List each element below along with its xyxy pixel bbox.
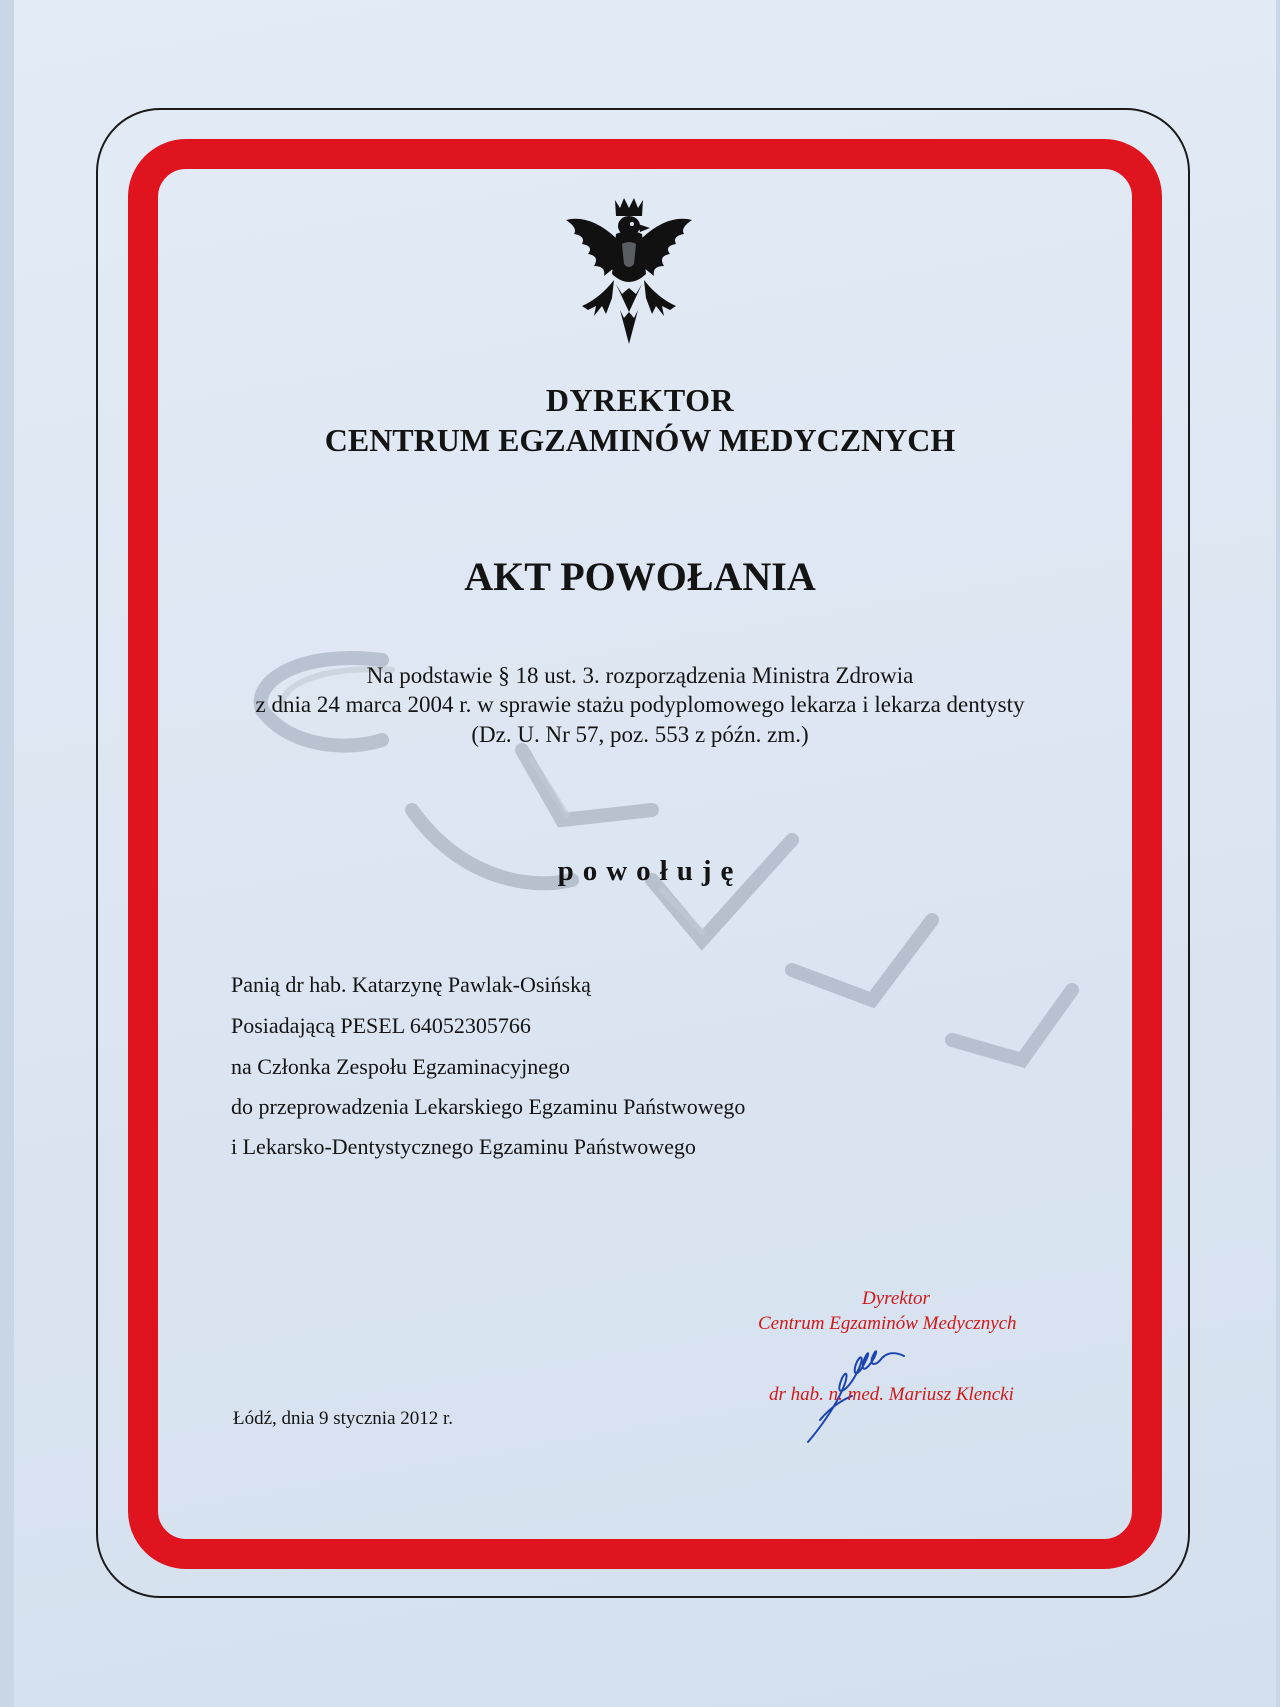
signatory-name: dr hab. n. med. Mariusz Klencki — [769, 1384, 1014, 1405]
legal-basis-line: (Dz. U. Nr 57, poz. 553 z późn. zm.) — [471, 722, 809, 747]
appointment-purpose: do przeprowadzenia Lekarskiego Egzaminu Państwowego — [231, 1094, 746, 1119]
place-and-date: Łódź, dnia 9 stycznia 2012 r. — [233, 1408, 454, 1429]
polish-eagle-emblem-icon — [560, 194, 698, 352]
appointment-role: na Członka Zespołu Egzaminacyjnego — [231, 1054, 571, 1079]
document-title: AKT POWOŁANIA — [464, 554, 816, 599]
appointment-word: powołuję — [557, 855, 743, 887]
appointee-pesel: Posiadającą PESEL 64052305766 — [231, 1013, 531, 1038]
appointee-name: Panią dr hab. Katarzynę Pawlak-Osińską — [231, 972, 591, 997]
legal-basis-line: z dnia 24 marca 2004 r. w sprawie stażu podyplomowego lekarza i lekarza dentysty — [255, 692, 1025, 717]
issuer-title-line1: DYREKTOR — [545, 382, 735, 418]
signatory-title: Dyrektor — [862, 1288, 930, 1309]
signatory-institution: Centrum Egzaminów Medycznych — [758, 1313, 1017, 1334]
issuer-title-line2: CENTRUM EGZAMINÓW MEDYCZNYCH — [324, 422, 956, 458]
appointment-purpose: i Lekarsko-Dentystycznego Egzaminu Państwowego — [231, 1134, 696, 1159]
red-border-frame — [128, 139, 1162, 1569]
legal-basis-line: Na podstawie § 18 ust. 3. rozporządzenia Ministra Zdrowia — [366, 663, 914, 688]
